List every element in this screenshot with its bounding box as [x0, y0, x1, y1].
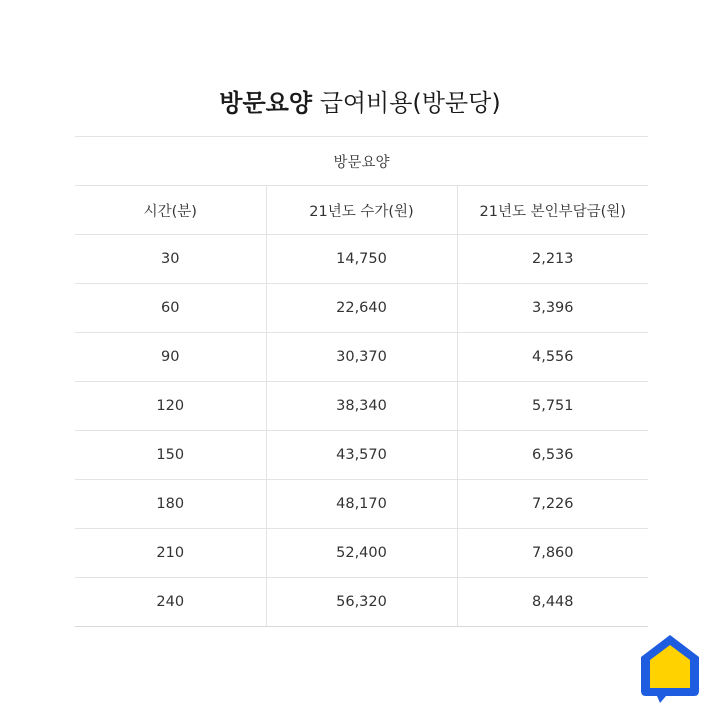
- cell-copay: 3,396: [457, 284, 648, 333]
- cell-time: 240: [75, 578, 266, 627]
- cell-fee: 52,400: [266, 529, 457, 578]
- cell-fee: 43,570: [266, 431, 457, 480]
- column-header-time: 시간(분): [75, 186, 266, 235]
- house-speech-bubble-icon: [638, 633, 702, 705]
- table-row: [75, 480, 648, 529]
- cell-fee: 14,750: [266, 235, 457, 284]
- fee-table: [75, 136, 648, 627]
- cell-copay: 5,751: [457, 382, 648, 431]
- cell-time: 60: [75, 284, 266, 333]
- title-regular: 급여비용(방문당): [319, 89, 501, 117]
- cell-time: 180: [75, 480, 266, 529]
- cell-time: 120: [75, 382, 266, 431]
- table-row: [75, 578, 648, 627]
- table-row: [75, 382, 648, 431]
- cell-copay: 4,556: [457, 333, 648, 382]
- cell-time: 210: [75, 529, 266, 578]
- cell-fee: 48,170: [266, 480, 457, 529]
- table-row: [75, 431, 648, 480]
- cell-fee: 56,320: [266, 578, 457, 627]
- title-bold: 방문요양: [219, 89, 313, 117]
- cell-fee: 22,640: [266, 284, 457, 333]
- table-row: [75, 235, 648, 284]
- cell-copay: 6,536: [457, 431, 648, 480]
- cell-time: 90: [75, 333, 266, 382]
- table-row: [75, 333, 648, 382]
- group-header: 방문요양: [75, 137, 648, 186]
- column-header-fee: 21년도 수가(원): [266, 186, 457, 235]
- cell-time: 150: [75, 431, 266, 480]
- table-row: [75, 529, 648, 578]
- cell-copay: 8,448: [457, 578, 648, 627]
- cell-copay: 2,213: [457, 235, 648, 284]
- cell-time: 30: [75, 235, 266, 284]
- page-title: [0, 86, 720, 120]
- column-header-copay: 21년도 본인부담금(원): [457, 186, 648, 235]
- cell-copay: 7,226: [457, 480, 648, 529]
- table-row: [75, 284, 648, 333]
- cell-fee: 30,370: [266, 333, 457, 382]
- cell-fee: 38,340: [266, 382, 457, 431]
- cell-copay: 7,860: [457, 529, 648, 578]
